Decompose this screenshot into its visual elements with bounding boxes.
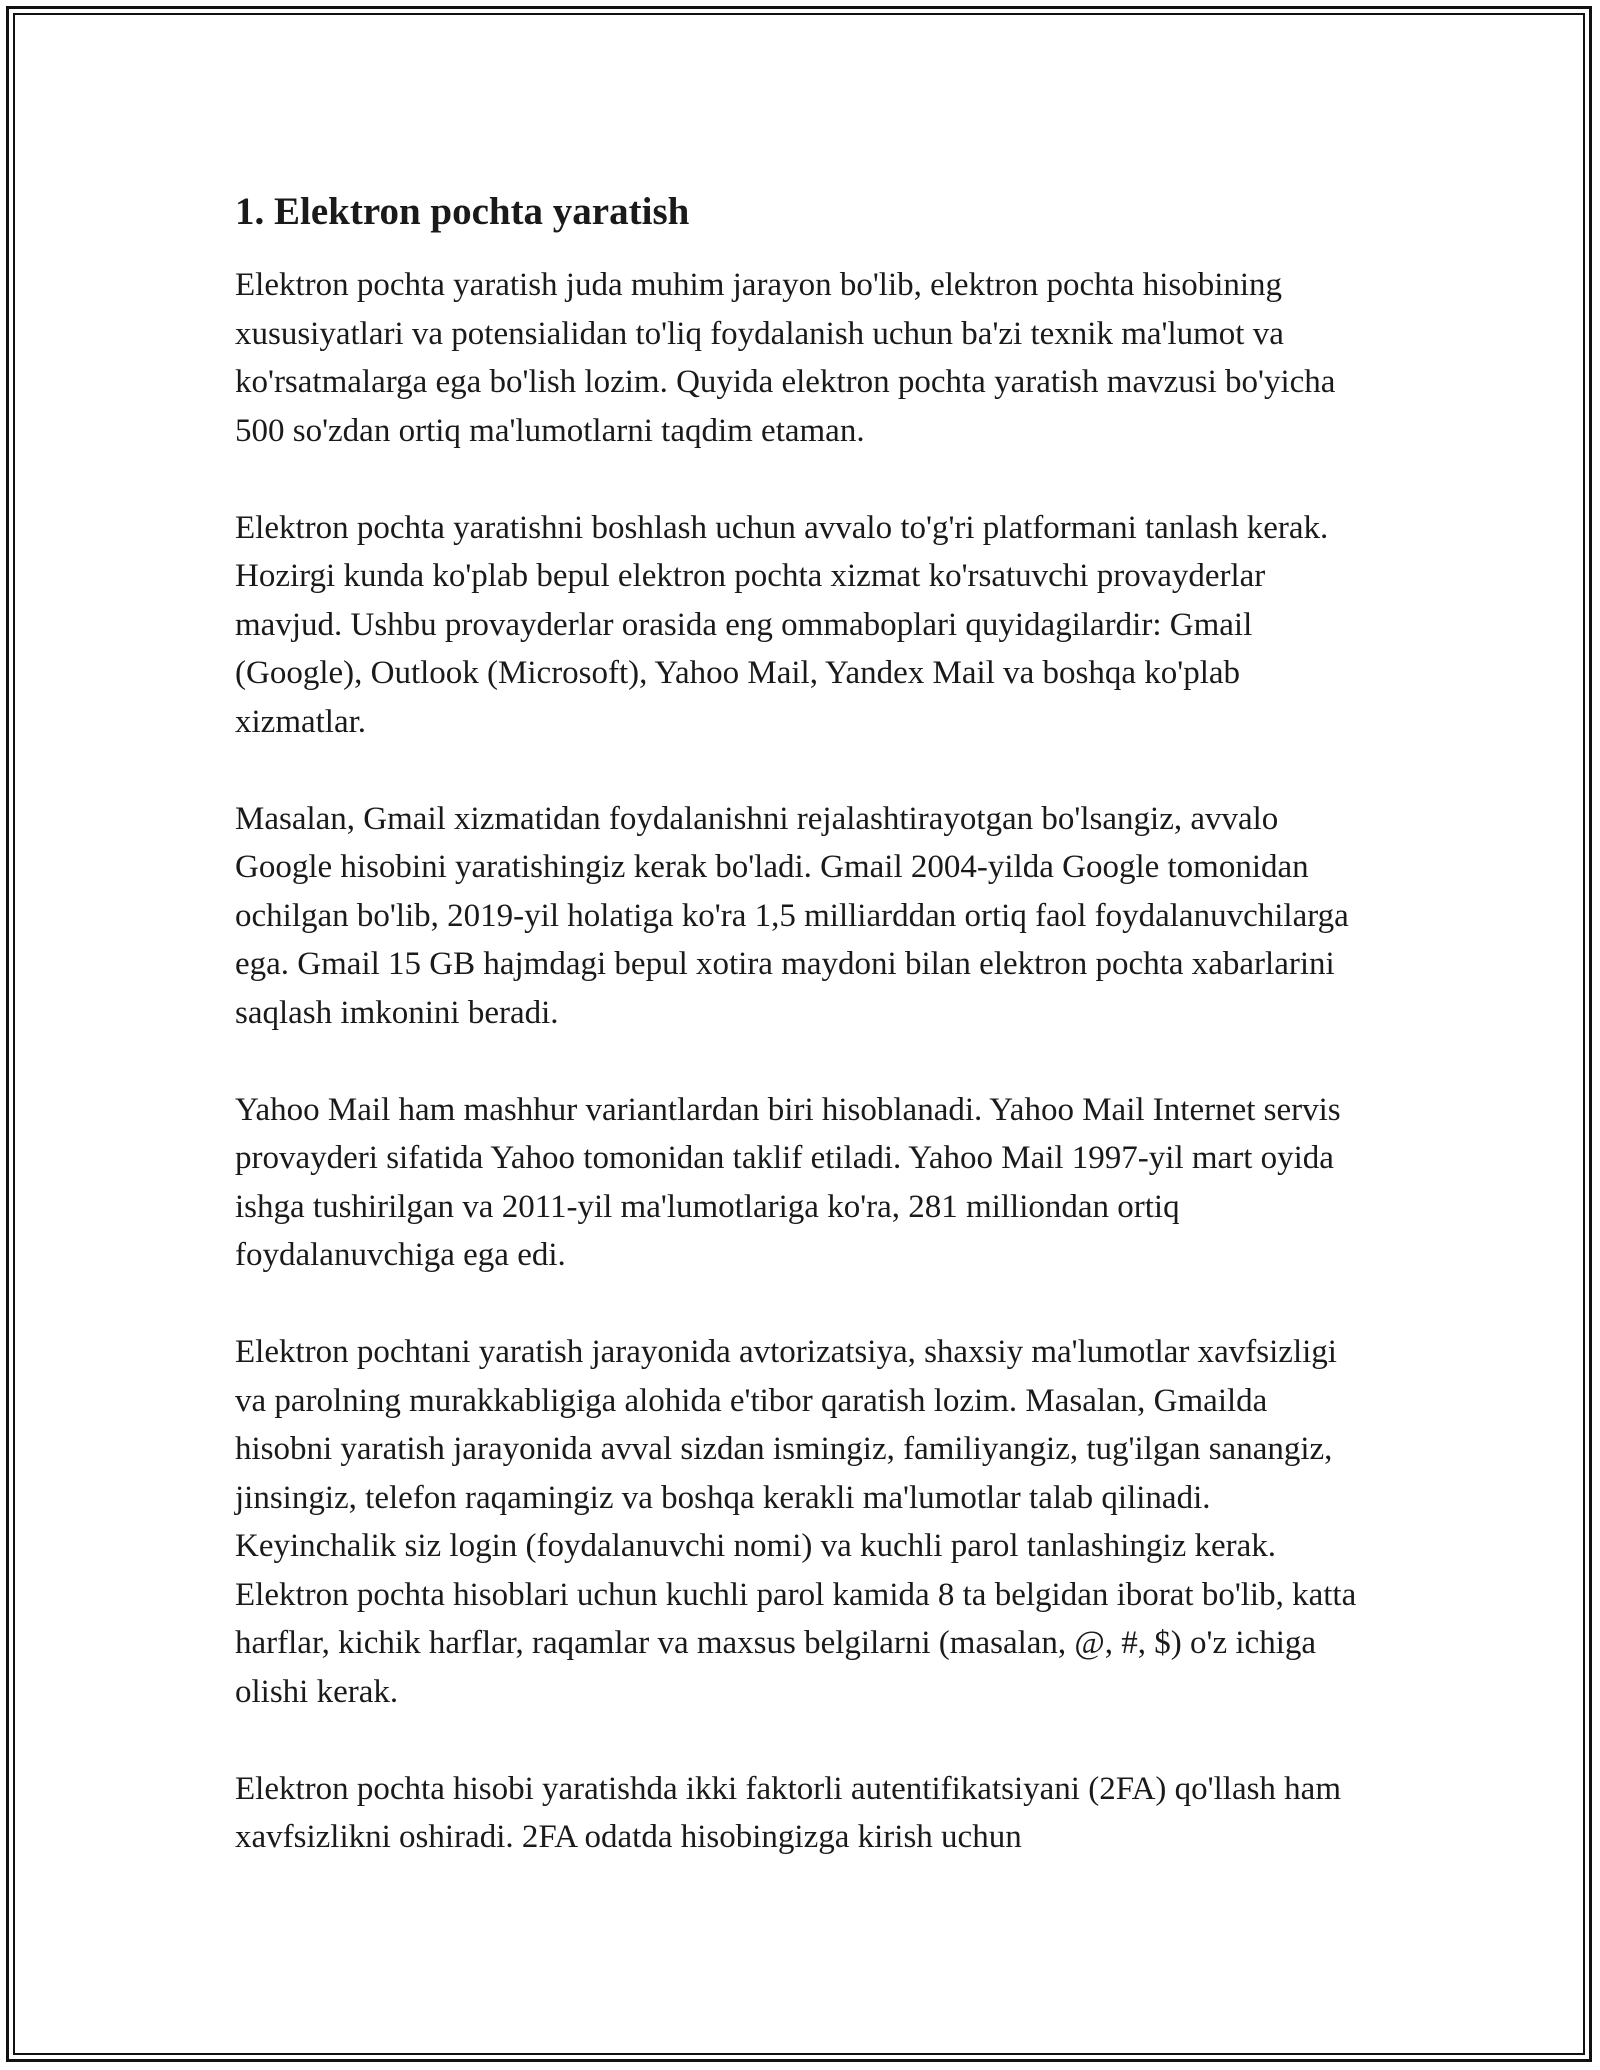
paragraph-3: Masalan, Gmail xizmatidan foydalanishni rejalashtirayotgan bo'lsangiz, avvalo Google hisobini yaratishingiz kerak bo'ladi. Gmail 2004-yilda Google tomonidan ochilgan bo'lib, 2019-yil holatiga ko'ra 1,5 milliarddan ortiq faol foydalanuvchilarga ega. Gmail 15 GB hajmdagi bepul xotira maydoni bilan elektron pochta xabarlarini saqlash imkonini beradi. <box>235 800 1349 1031</box>
section-heading: 1. Elektron pochta yaratish <box>235 190 690 233</box>
paragraph-4: Yahoo Mail ham mashhur variantlardan biri hisoblanadi. Yahoo Mail Internet servis provayderi sifatida Yahoo tomonidan taklif etiladi. Yahoo Mail 1997-yil mart oyida ishga tushirilgan va 2011-yil ma'lumotlariga ko'ra, 281 milliondan ortiq foydalanuvchiga ega edi. <box>235 1091 1341 1273</box>
paragraph-6: Elektron pochta hisobi yaratishda ikki faktorli autentifikatsiyani (2FA) qo'llash ham xavfsizlikni oshiradi. 2FA odatda hisobingizga kirish uchun <box>235 1770 1341 1855</box>
paragraph-2: Elektron pochta yaratishni boshlash uchun avvalo to'g'ri platformani tanlash kerak. Hozirgi kunda ko'plab bepul elektron pochta xizmat ko'rsatuvchi provayderlar mavjud. Ushbu provayderlar orasida eng ommaboplari quyidagilardir: Gmail (Google), Outlook (Microsoft), Yahoo Mail, Yandex Mail va boshqa ko'plab xizmatlar. <box>235 509 1329 740</box>
paragraph-1: Elektron pochta yaratish juda muhim jarayon bo'lib, elektron pochta hisobining xususiyatlari va potensialidan to'liq foydalanish uchun ba'zi texnik ma'lumot va ko'rsatmalarga ega bo'lish lozim. Quyida elektron pochta yaratish mavzusi bo'yicha 500 so'zdan ortiq ma'lumotlarni taqdim etaman. <box>235 267 1336 449</box>
document-body <box>235 185 1370 1862</box>
paragraph-5: Elektron pochtani yaratish jarayonida avtorizatsiya, shaxsiy ma'lumotlar xavfsizligi va parolning murakkabligiga alohida e'tibor qaratish lozim. Masalan, Gmailda hisobni yaratish jarayonida avval sizdan ismingiz, familiyangiz, tug'ilgan sanangiz, jinsingiz, telefon raqamingiz va boshqa kerakli ma'lumotlar talab qilinadi. Keyinchalik siz login (foydalanuvchi nomi) va kuchli parol tanlashingiz kerak. Elektron pochta hisoblari uchun kuchli parol kamida 8 ta belgidan iborat bo'lib, katta harflar, kichik harflar, raqamlar va maxsus belgilarni (masalan, @, #, $) o'z ichiga olishi kerak. <box>235 1334 1357 1710</box>
